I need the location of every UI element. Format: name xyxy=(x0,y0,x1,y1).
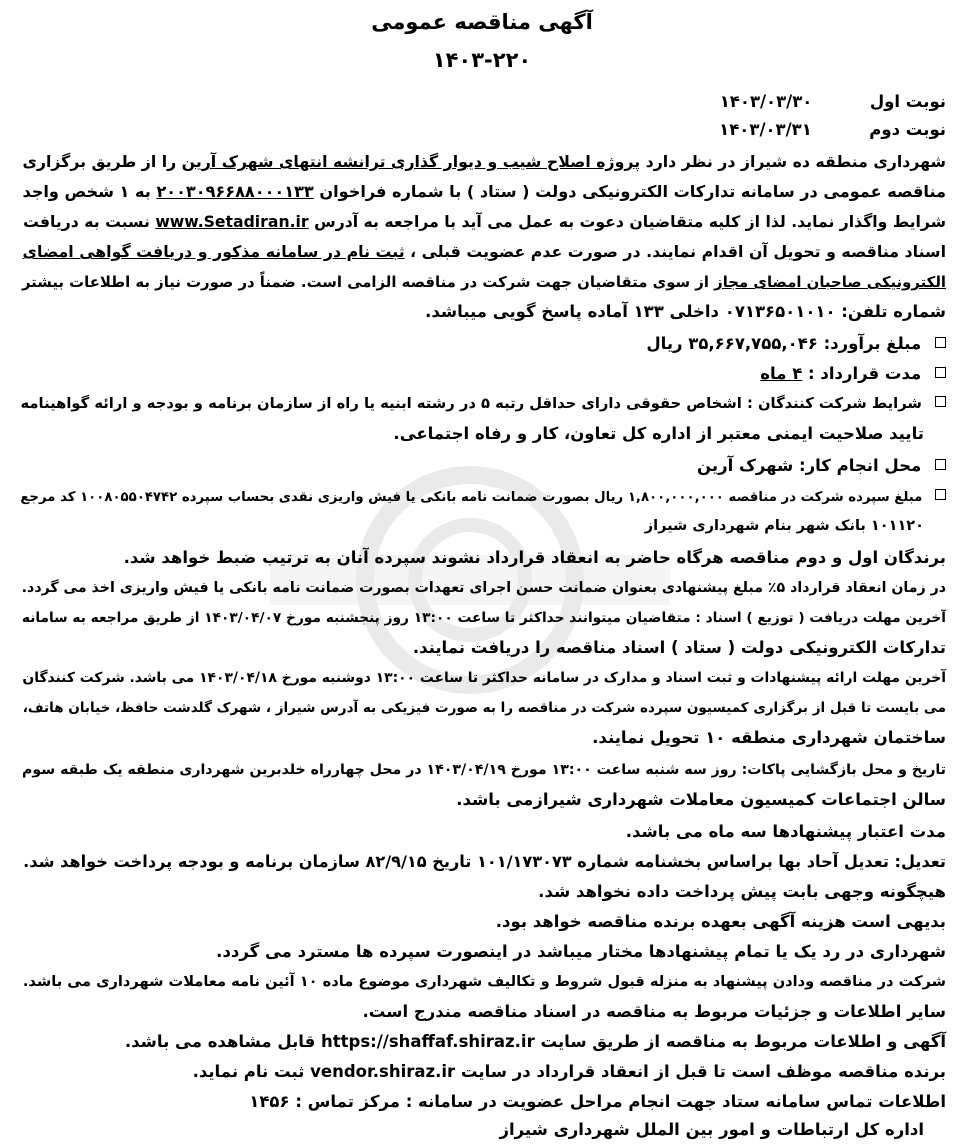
paragraph-line: آخرین مهلت دریافت ( توزیع ) اسناد : متقاضیان میتوانند حداکثر تا ساعت ۱۳:۰۰ روز پنجشنبه مورخ ۱۴۰۳/۰۴/۰۷ از طریق مراجعه به سامانه xyxy=(21,610,946,626)
intro-line-2 xyxy=(22,182,946,202)
intro-line-6: شماره تلفن: ۰۷۱۳۶۵۰۱۰۱۰ داخلی ۱۳۳ آماده پاسخ گویی میباشد. xyxy=(425,302,946,321)
estimate-label: مبلغ برآورد: xyxy=(823,334,922,353)
deposit-row xyxy=(20,488,946,508)
intro-line-3 xyxy=(23,212,946,232)
paragraph-line: مدت اعتبار پیشنهادها سه ماه می باشد. xyxy=(625,822,946,841)
call-number: ۲۰۰۳۰۹۶۶۸۸۰۰۰۱۳۳ xyxy=(156,182,314,201)
checkbox-icon xyxy=(935,337,946,348)
paragraph-line: برنده مناقصه موظف است تا قبل از انعقاد قرارداد در سایت vendor.shiraz.ir ثبت نام نماید. xyxy=(192,1062,946,1081)
round-first xyxy=(720,92,946,112)
paragraph-line: بدیهی است هزینه آگهی بعهده برنده مناقصه خواهد بود. xyxy=(495,912,946,931)
deposit-text: مبلغ سپرده شرکت در مناقصه ۱,۸۰۰,۰۰۰,۰۰۰ ریال بصورت ضمانت نامه بانکی یا فیش واریزی نقدی بحساب سپرده ۱۰۰۸۰۵۵۰۴۷۴۲ کد مرجع xyxy=(20,490,923,505)
intro-text: نسبت به دریافت xyxy=(23,212,150,231)
round-second xyxy=(719,120,946,140)
signature: اداره کل ارتباطات و امور بین الملل شهرداری شیراز xyxy=(499,1120,924,1139)
registration-requirement: ثبت نام در سامانه مذکور و دریافت گواهی امضای xyxy=(22,242,405,261)
paragraph-line: هیچگونه وجهی بابت پیش پرداخت داده نخواهد شد. xyxy=(538,882,946,901)
duration-value: ۴ ماه xyxy=(760,364,803,383)
paragraph-line: تاریخ و محل بازگشایی پاکات: روز سه شنبه ساعت ۱۳:۰۰ مورخ ۱۴۰۳/۰۴/۱۹ در محل چهارراه خلدبرین شهرداری منطقه یک طبقه سوم xyxy=(22,762,946,778)
round-second-date: ۱۴۰۳/۰۳/۳۱ xyxy=(719,120,812,139)
estimate-value: ۳۵,۶۶۷,۷۵۵,۰۴۶ ریال xyxy=(646,334,818,353)
deposit-line-2: ۱۰۱۱۲۰ بانک شهر بنام شهرداری شیراز xyxy=(644,518,924,534)
conditions-text: شرایط شرکت کنندگان : اشخاص حقوقی دارای حداقل رتبه ۵ در رشته ابنیه یا راه از سازمان برنامه و بودجه و ارائه گواهینامه xyxy=(20,395,922,412)
paragraph-line: در زمان انعقاد قرارداد ۵٪ مبلغ پیشنهادی بعنوان ضمانت حسن اجرای تعهدات بصورت ضمانت نامه بانکی یا فیش واریزی اخذ می گردد. xyxy=(21,580,946,596)
intro-line-1 xyxy=(22,152,946,172)
intro-text: از سوی متقاضیان جهت شرکت در مناقصه الزامی است. ضمناً در صورت نیاز به اطلاعات بیشتر xyxy=(21,273,709,291)
round-first-date: ۱۴۰۳/۰۳/۳۰ xyxy=(719,92,813,111)
paragraph-line: آگهی و اطلاعات مربوط به مناقصه از طریق سایت https://shaffaf.shiraz.ir قابل مشاهده می باشد. xyxy=(124,1032,946,1051)
checkbox-icon xyxy=(935,367,946,378)
signature-requirement: الکترونیکی صاحبان امضای مجاز xyxy=(714,273,946,291)
checkbox-icon xyxy=(935,489,946,500)
duration-row xyxy=(760,364,946,384)
intro-text: مناقصه عمومی در سامانه تدارکات الکترونیکی دولت ( ستاد ) با شماره فراخوان xyxy=(319,182,946,201)
conditions-row xyxy=(21,394,947,414)
intro-text: اسناد مناقصه و تحویل آن اقدام نمایند. در صورت عدم عضویت قبلی ، xyxy=(410,242,946,261)
conditions-line-2: تایید صلاحیت ایمنی معتبر از اداره کل تعاون، کار و رفاه اجتماعی. xyxy=(393,424,924,443)
page-title: آگهی مناقصه عمومی xyxy=(371,10,593,34)
paragraph-line: اطلاعات تماس سامانه ستاد جهت انجام مراحل عضویت در سامانه : مرکز تماس : ۱۴۵۶ xyxy=(249,1092,946,1111)
paragraph-line: شرکت در مناقصه ودادن پیشنهاد به منزله قبول شروط و تکالیف شهرداری موضوع ماده ۱۰ آئین نامه معاملات شهرداری می باشد. xyxy=(22,973,946,990)
paragraph-line: تدارکات الکترونیکی دولت ( ستاد ) اسناد مناقصه را دریافت نمایند. xyxy=(412,638,946,657)
round-first-label: نوبت اول xyxy=(869,92,946,111)
paragraph-line: ساختمان شهرداری منطقه ۱۰ تحویل نمایند. xyxy=(592,728,946,747)
estimate-row xyxy=(646,334,946,354)
paragraph-line: شهرداری در رد یک یا تمام پیشنهادها مختار میباشد در اینصورت سپرده ها مسترد می گردد. xyxy=(216,942,946,961)
paragraph-line: می بایست تا قبل از برگزاری کمیسیون سپرده شرکت در مناقصه را به صورت فیزیکی به آدرس شیراز ، شهرک گلدشت حافظ، خیابان هاتف، xyxy=(22,700,946,716)
location-text: محل انجام کار: شهرک آرین xyxy=(697,456,922,475)
intro-text: شهرداری منطقه ده شیراز در نظر دارد xyxy=(645,152,946,171)
paragraph-line: سالن اجتماعات کمیسیون معاملات شهرداری شیرازمی باشد. xyxy=(456,790,946,809)
intro-line-4 xyxy=(23,242,946,262)
intro-text: را از طریق برگزاری xyxy=(22,152,177,171)
duration-label: مدت قرارداد : xyxy=(808,364,922,383)
location-row xyxy=(697,456,946,476)
tender-number: ۱۴۰۳-۲۲۰ xyxy=(432,48,532,72)
intro-text: به ۱ شخص واجد xyxy=(22,182,151,201)
checkbox-icon xyxy=(935,459,946,470)
paragraph-line: تعدیل: تعدیل آحاد بها براساس بخشنامه شماره ۱۰۱/۱۷۳۰۷۳ تاریخ ۸۲/۹/۱۵ سازمان برنامه و بودجه پرداخت خواهد شد. xyxy=(23,852,946,871)
paragraph-line: سایر اطلاعات و جزئیات مربوط به مناقصه در اسناد مناقصه مندرج است. xyxy=(362,1002,946,1021)
paragraph-line: آخرین مهلت ارائه پیشنهادات و ثبت اسناد و مدارک در سامانه حداکثر تا ساعت ۱۳:۰۰ دوشنبه مورخ ۱۴۰۳/۰۴/۱۸ می باشد. شرکت کنندگان xyxy=(22,670,946,686)
intro-line-5 xyxy=(22,272,946,292)
intro-text: شرایط واگذار نماید. لذا از کلیه متقاضیان دعوت به عمل می آید با مراجعه به آدرس xyxy=(314,212,946,231)
project-title: پروژه اصلاح شیب و دیوار گذاری ترانشه انتهای شهرک آرین xyxy=(181,152,641,171)
checkbox-icon xyxy=(935,396,946,407)
round-second-label: نوبت دوم xyxy=(869,120,946,139)
paragraph-line: برندگان اول و دوم مناقصه هرگاه حاضر به انعقاد قرارداد نشوند سپرده آنان به ترتیب ضبط خواهد شد. xyxy=(123,548,946,567)
setad-link[interactable]: www.Setadiran.ir xyxy=(155,212,309,231)
